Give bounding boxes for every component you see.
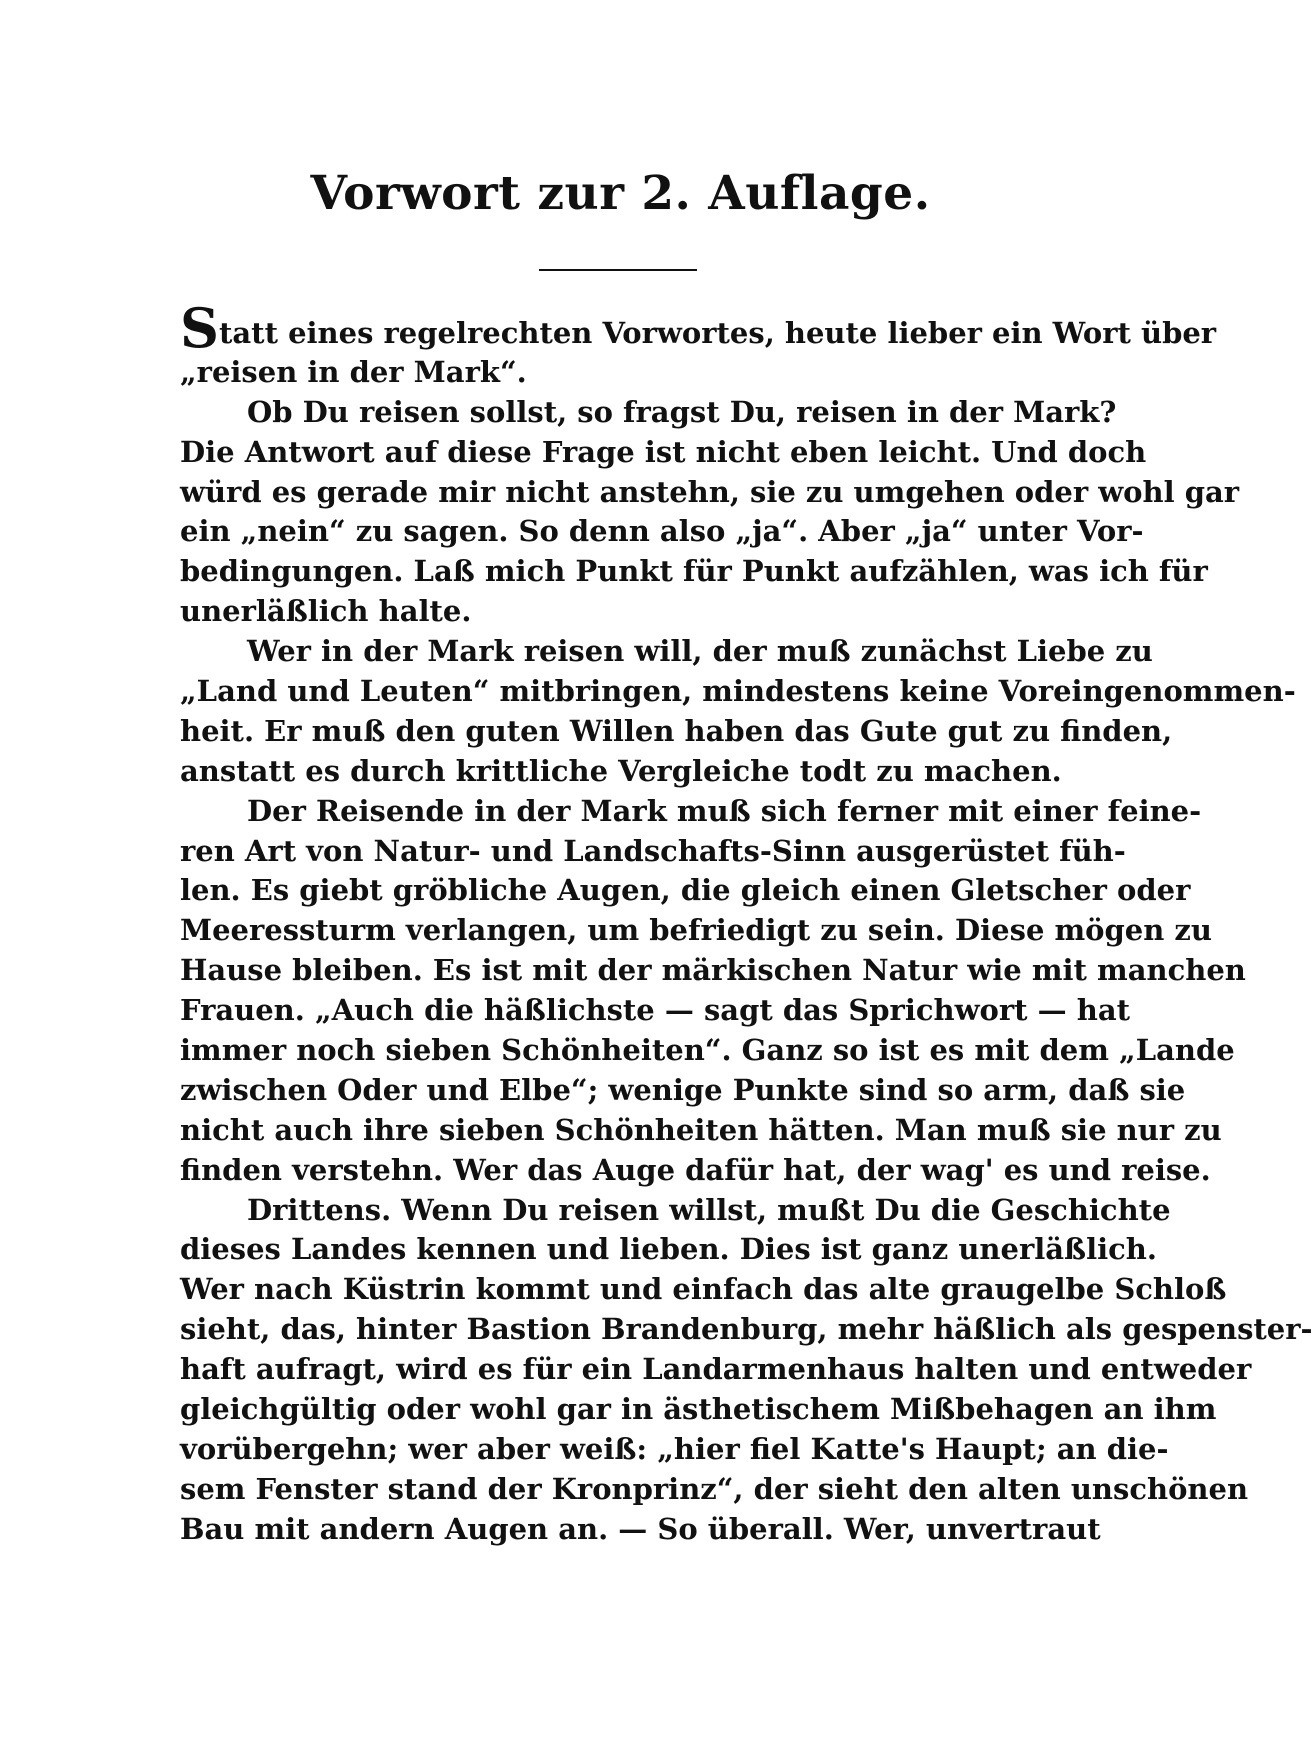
drop-cap: S: [180, 296, 219, 360]
text-line: „Land und Leuten“ mitbringen, mindestens keine Voreingenommen-: [180, 674, 1296, 709]
text-line: len. Es giebt gröbliche Augen, die gleich einen Gletscher oder: [180, 873, 1191, 908]
text-line: Ob Du reisen sollst, so fragst Du, reisen in der Mark?: [247, 394, 1117, 429]
page-title: Vorwort zur 2. Auflage.: [310, 166, 931, 221]
text-line: zwischen Oder und Elbe“; wenige Punkte sind so arm, daß sie: [180, 1072, 1186, 1107]
text-line: anstatt es durch krittliche Vergleiche todt zu machen.: [180, 753, 1062, 788]
text-line: gleichgültig oder wohl gar in ästhetischem Mißbehagen an ihm: [180, 1392, 1217, 1427]
text-line: nicht auch ihre sieben Schönheiten hätten. Man muß sie nur zu: [180, 1112, 1222, 1147]
text-line: sem Fenster stand der Kronprinz“, der sieht den alten unschönen: [180, 1471, 1249, 1506]
text-line: dieses Landes kennen und lieben. Dies ist ganz unerläßlich.: [180, 1232, 1157, 1267]
text-line: heit. Er muß den guten Willen haben das Gute gut zu finden,: [180, 713, 1173, 748]
text-line-content: tatt eines regelrechten Vorwortes, heute lieber ein Wort über: [219, 316, 1217, 350]
text-line: Meeressturm verlangen, um befriedigt zu sein. Diese mögen zu: [180, 913, 1212, 948]
text-line: haft aufragt, wird es für ein Landarmenhaus halten und entweder: [180, 1352, 1252, 1387]
text-line: unerläßlich halte.: [180, 594, 472, 629]
body-text: [180, 296, 1313, 1550]
text-line: finden verstehn. Wer das Auge dafür hat, der wag' es und reise.: [180, 1152, 1211, 1187]
text-line: immer noch sieben Schönheiten“. Ganz so ist es mit dem „Lande: [180, 1033, 1235, 1068]
text-line: würd es gerade mir nicht anstehn, sie zu umgehen oder wohl gar: [180, 474, 1240, 509]
text-line: sieht, das, hinter Bastion Brandenburg, mehr häßlich als gespenster-: [180, 1312, 1313, 1347]
text-line: Der Reisende in der Mark muß sich ferner mit einer feine-: [247, 793, 1202, 828]
text-line: Wer in der Mark reisen will, der muß zunächst Liebe zu: [247, 634, 1153, 669]
text-line: ren Art von Natur- und Landschafts-Sinn ausgerüstet füh-: [180, 833, 1126, 868]
title-divider: [539, 269, 697, 271]
text-line: ein „nein“ zu sagen. So denn also „ja“. Aber „ja“ unter Vor-: [180, 514, 1144, 549]
text-line: vorübergehn; wer aber weiß: „hier fiel Katte's Haupt; an die-: [180, 1431, 1169, 1466]
text-line: Drittens. Wenn Du reisen willst, mußt Du die Geschichte: [247, 1192, 1171, 1227]
text-line: „reisen in der Mark“.: [180, 354, 527, 389]
text-line: Hause bleiben. Es ist mit der märkischen Natur wie mit manchen: [180, 953, 1246, 988]
text-line: Bau mit andern Augen an. — So überall. Wer, unvertraut: [180, 1511, 1101, 1546]
text-line: Frauen. „Auch die häßlichste — sagt das Sprichwort — hat: [180, 993, 1131, 1028]
text-line: bedingungen. Laß mich Punkt für Punkt aufzählen, was ich für: [180, 554, 1208, 589]
text-line: Die Antwort auf diese Frage ist nicht eben leicht. Und doch: [180, 434, 1147, 469]
text-line: Wer nach Küstrin kommt und einfach das alte graugelbe Schloß: [180, 1272, 1227, 1307]
text-line: [180, 296, 1217, 360]
